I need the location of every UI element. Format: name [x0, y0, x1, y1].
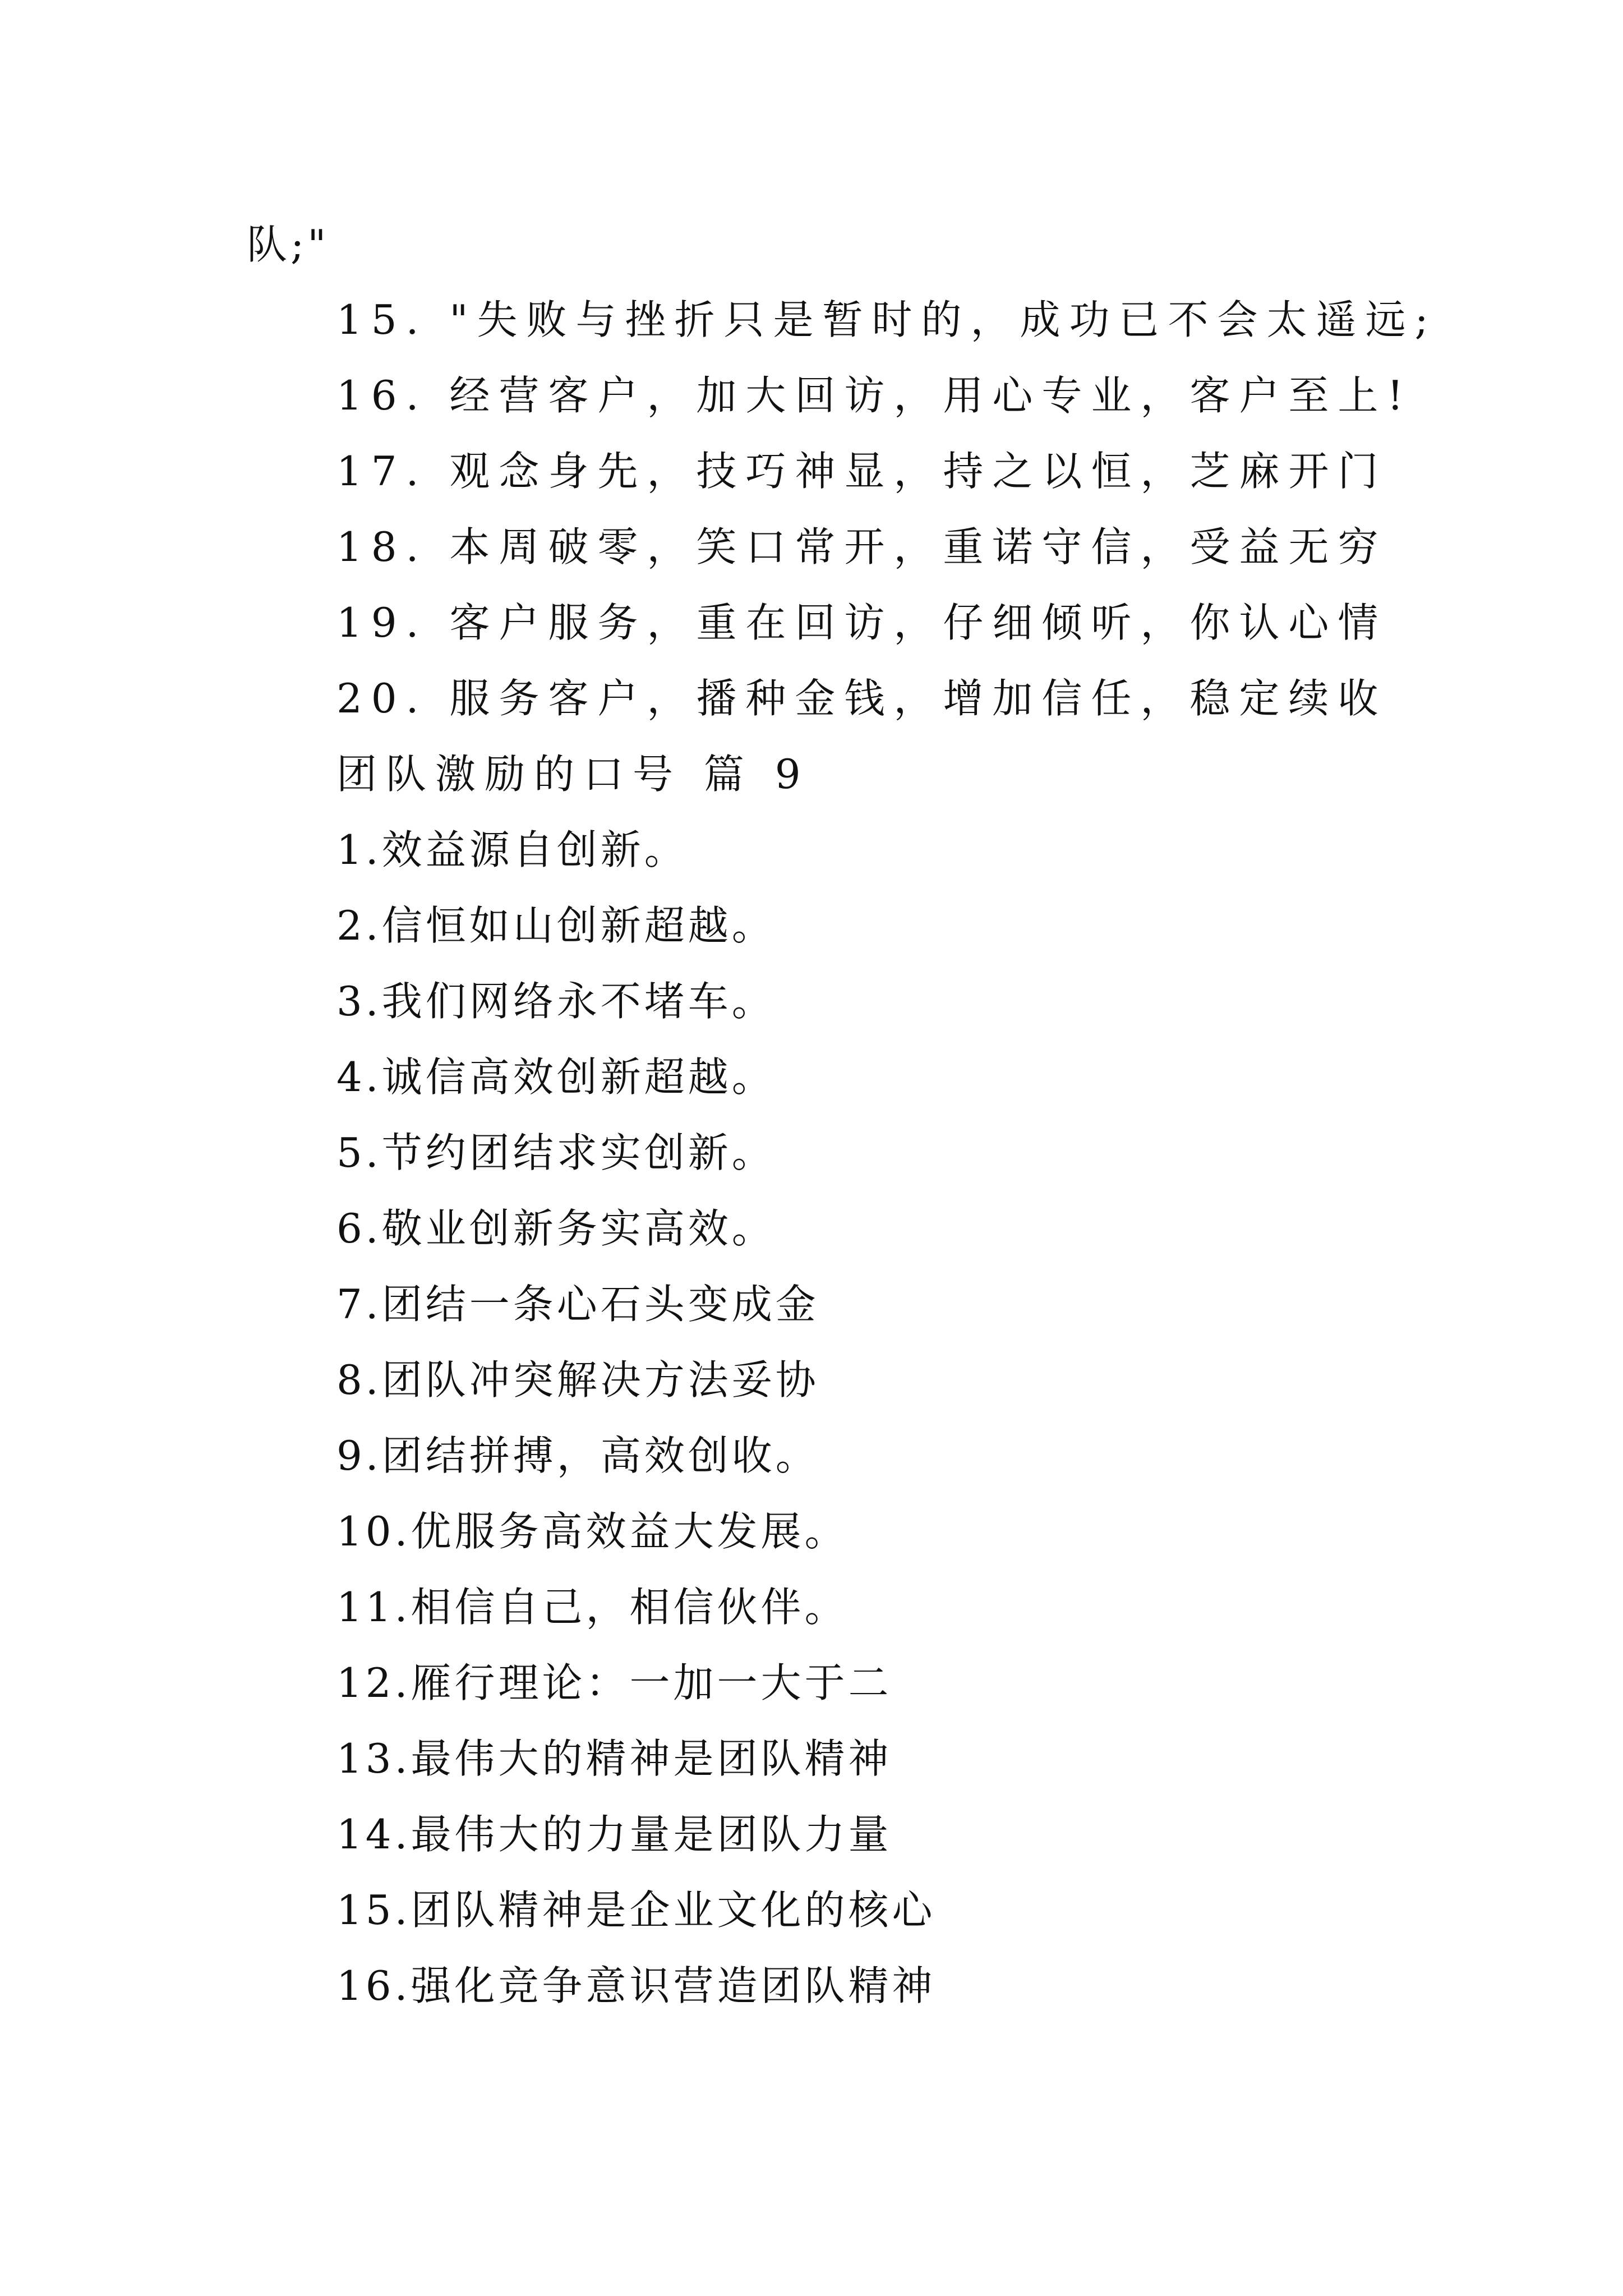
list-item: 5.节约团结求实创新。: [336, 1129, 776, 1176]
list-item: 18. 本周破零，笑口常开，重诺守信，受益无穷: [336, 523, 1387, 570]
list-item: 10.优服务高效益大发展。: [336, 1508, 849, 1555]
list-item: 13.最伟大的精神是团队精神: [336, 1735, 892, 1782]
list-item: 12.雁行理论：一加一大于二: [336, 1659, 892, 1706]
list-item: 11.相信自己，相信伙伴。: [336, 1584, 849, 1631]
list-item: 17. 观念身先，技巧神显，持之以恒，芝麻开门: [336, 448, 1387, 495]
list-item: 14.最伟大的力量是团队力量: [336, 1811, 892, 1858]
section-heading: 团队激励的口号 篇 9: [336, 751, 810, 798]
list-item: 20. 服务客户，播种金钱，增加信任，稳定续收: [336, 675, 1387, 722]
list-item: 16. 经营客户，加大回访，用心专业，客户至上!: [336, 372, 1413, 419]
list-item: 3.我们网络永不堵车。: [336, 978, 776, 1025]
continuation-line: 队;": [247, 221, 330, 268]
list-item: 8.团队冲突解决方法妥协: [336, 1356, 819, 1404]
list-item: 19. 客户服务，重在回访，仔细倾听，你认心情: [336, 599, 1387, 646]
list-item: 2.信恒如山创新超越。: [336, 902, 776, 949]
list-item: 6.敬业创新务实高效。: [336, 1205, 776, 1252]
list-item: 4.诚信高效创新超越。: [336, 1053, 776, 1101]
list-item: 15.团队精神是企业文化的核心: [336, 1887, 936, 1934]
list-item: 7.团结一条心石头变成金: [336, 1281, 819, 1328]
list-item: 1.效益源自创新。: [336, 826, 688, 873]
list-item: 15. "失败与挫折只是暂时的，成功已不会太遥远;: [336, 296, 1437, 343]
list-item: 9.团结拼搏，高效创收。: [336, 1432, 819, 1479]
list-item: 16.强化竞争意识营造团队精神: [336, 1962, 936, 2009]
